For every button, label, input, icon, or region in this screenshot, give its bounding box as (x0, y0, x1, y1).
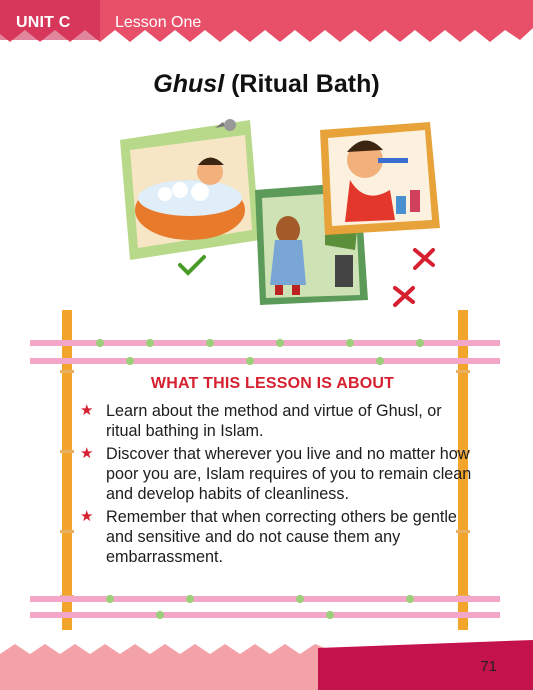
list-item (80, 507, 475, 567)
brushing-boy-illustration (320, 122, 440, 235)
list-item (80, 401, 475, 441)
cross-icon (395, 288, 413, 305)
unit-label: UNIT C (16, 14, 71, 31)
objective-text: Remember that when correcting others be gentle and sensitive and do not cause them any embarrassment. (106, 508, 457, 566)
footer-band (0, 640, 533, 690)
title-rest: (Ritual Bath) (224, 70, 380, 98)
page-title (0, 70, 533, 99)
objective-text: Learn about the method and virtue of Ghusl, or ritual bathing in Islam. (106, 402, 442, 440)
page-number: 71 (480, 658, 497, 675)
bath-scene-illustration (120, 119, 260, 260)
title-italic: Ghusl (153, 70, 225, 98)
star-bullet-icon: ★ (80, 445, 94, 462)
panel-heading: WHAT THIS LESSON IS ABOUT (150, 375, 395, 392)
objectives-list (80, 401, 475, 570)
list-item (80, 444, 475, 504)
check-icon (180, 257, 204, 273)
cross-icon (415, 250, 433, 268)
lesson-label: Lesson One (115, 14, 202, 31)
objective-text: Discover that wherever you live and no matter how poor you are, Islam requires of you to remain clean and develop habits of cleanliness. (106, 445, 472, 503)
star-bullet-icon: ★ (80, 508, 94, 525)
lesson-summary-panel (70, 365, 475, 605)
header-band (0, 0, 533, 58)
lesson-illustrations (110, 110, 450, 310)
star-bullet-icon: ★ (80, 402, 94, 419)
